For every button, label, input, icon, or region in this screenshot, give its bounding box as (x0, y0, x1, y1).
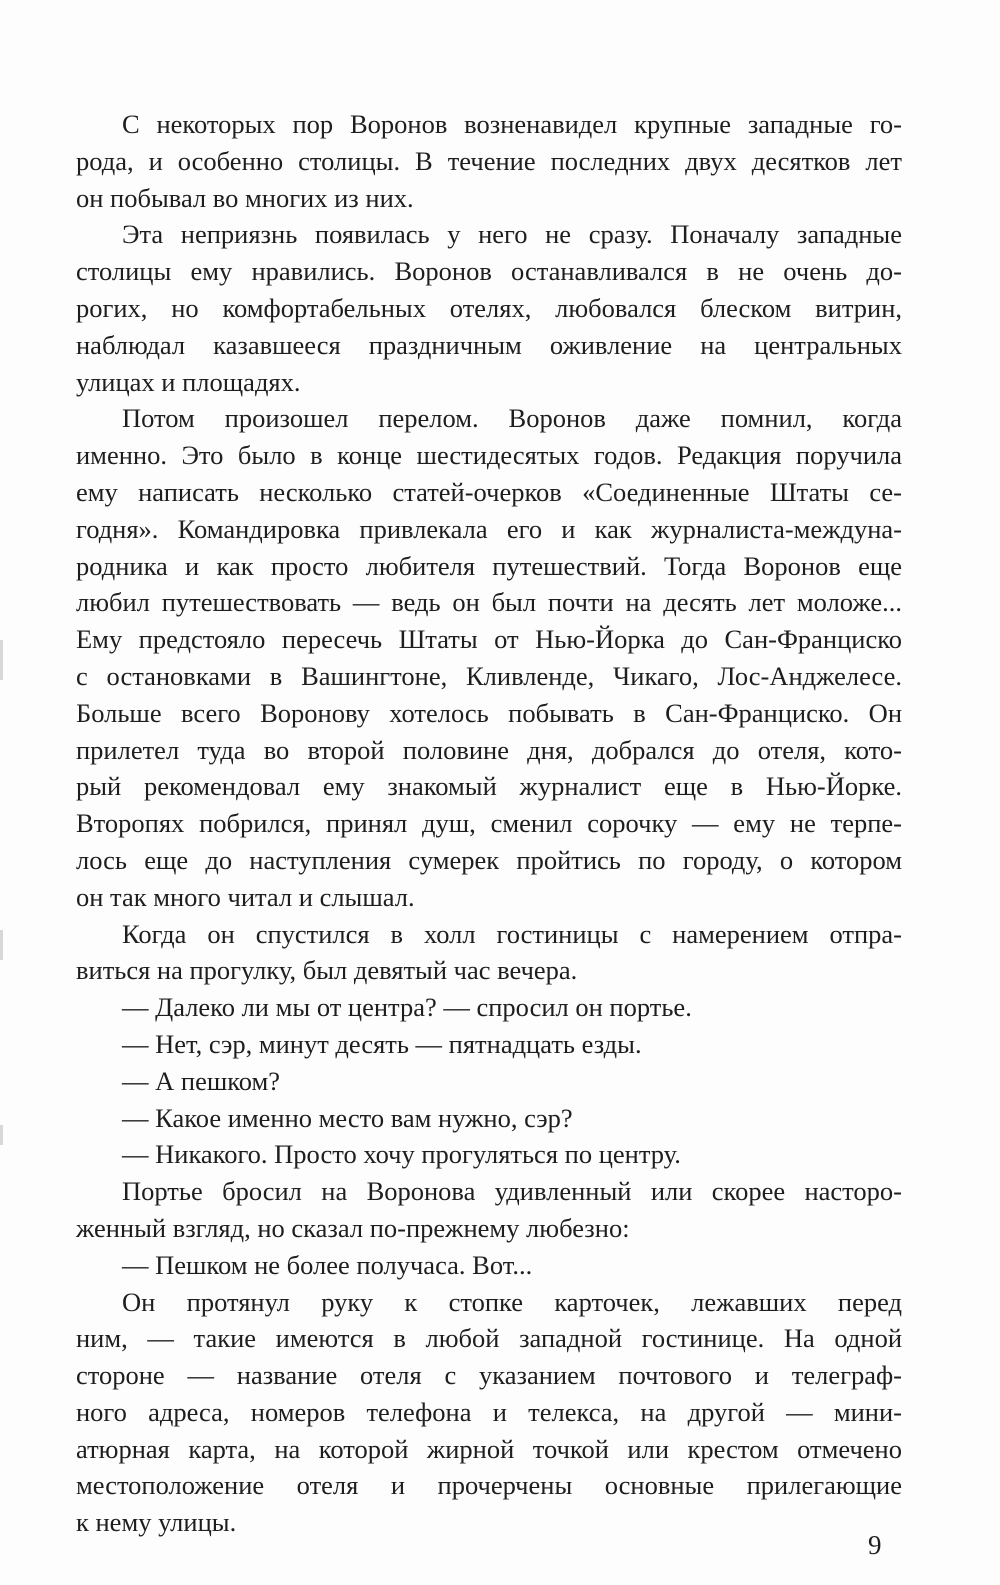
text-line: Больше всего Воронову хотелось побывать в Сан-Франциско. Он (76, 697, 902, 728)
text-line: он так много читал и слышал. (76, 881, 415, 912)
text-line: атюрная карта, на которой жирной точкой или крестом отмечено (76, 1433, 902, 1464)
text-line: с остановками в Вашингтоне, Кливленде, Чикаго, Лос-Анджелесе. (76, 660, 902, 691)
page-edge-shadow (0, 930, 3, 960)
text-line: Эта неприязнь появилась у него не сразу. Поначалу западные (122, 219, 902, 250)
text-line: Второпях побрился, принял душ, сменил сорочку — ему не терпе- (76, 808, 902, 839)
body-text (76, 106, 902, 1541)
text-line: родника и как просто любителя путешествий. Тогда Воронов еще (76, 550, 902, 581)
text-line: лось еще до наступления сумерек пройтись по городу, о котором (76, 844, 902, 875)
text-line: — Далеко ли мы от центра? — спросил он портье. (122, 992, 692, 1023)
text-line: С некоторых пор Воронов возненавидел крупные западные го- (122, 109, 902, 139)
text-line: прилетел туда во второй половине дня, добрался до отеля, кото- (76, 734, 902, 765)
page-edge-shadow (0, 1125, 3, 1145)
text-line: столицы ему нравились. Воронов останавливался в не очень до- (76, 256, 902, 287)
text-line: рогих, но комфортабельных отелях, любовался блеском витрин, (76, 292, 902, 323)
text-line: — Никакого. Просто хочу прогуляться по центру. (122, 1139, 681, 1170)
text-line: стороне — название отеля с указанием почтового и телеграф- (76, 1360, 902, 1391)
text-line: — Какое именно место вам нужно, сэр? (122, 1102, 573, 1133)
text-line: Портье бросил на Воронова удивленный или скорее насторо- (122, 1176, 902, 1207)
text-line: именно. Это было в конце шестидесятых годов. Редакция поручила (76, 440, 902, 471)
text-line: — Пешком не более получаса. Вот... (122, 1249, 533, 1280)
text-line: Когда он спустился в холл гостиницы с намерением отпра- (122, 918, 902, 949)
text-line: рый рекомендовал ему знакомый журналист еще в Нью-Йорке. (76, 771, 902, 802)
text-line: Он протянул руку к стопке карточек, лежавших перед (122, 1286, 902, 1317)
text-line: к нему улицы. (76, 1507, 237, 1538)
text-line: — Нет, сэр, минут десять — пятнадцать езды. (122, 1028, 642, 1059)
text-line: любил путешествовать — ведь он был почти на десять лет моложе... (76, 587, 902, 618)
text-line: виться на прогулку, был девятый час вечера. (76, 955, 578, 986)
text-line: он побывал во многих из них. (76, 182, 414, 213)
page-number: 9 (868, 1530, 882, 1560)
text-line: улицах и площадях. (76, 366, 301, 397)
text-line: Потом произошел перелом. Воронов даже помнил, когда (122, 403, 902, 434)
text-line: Ему предстояло пересечь Штаты от Нью-Йорка до Сан-Франциско (76, 624, 902, 655)
text-line: женный взгляд, но сказал по-прежнему любезно: (76, 1212, 630, 1243)
text-line: рода, и особенно столицы. В течение последних двух десятков лет (76, 145, 902, 176)
text-line: ему написать несколько статей-очерков «Соединенные Штаты се- (76, 476, 902, 507)
text-line: наблюдал казавшееся праздничным оживление на центральных (76, 329, 902, 360)
text-line: местоположение отеля и прочерчены основные прилегающие (76, 1470, 902, 1501)
text-line: годня». Командировка привлекала его и как журналиста-междуна- (76, 513, 902, 544)
text-line: — А пешком? (122, 1065, 281, 1096)
text-line: ним, — такие имеются в любой западной гостинице. На одной (76, 1323, 902, 1354)
page-edge-shadow (0, 640, 3, 680)
text-line: ного адреса, номеров телефона и телекса, на другой — мини- (76, 1396, 902, 1427)
